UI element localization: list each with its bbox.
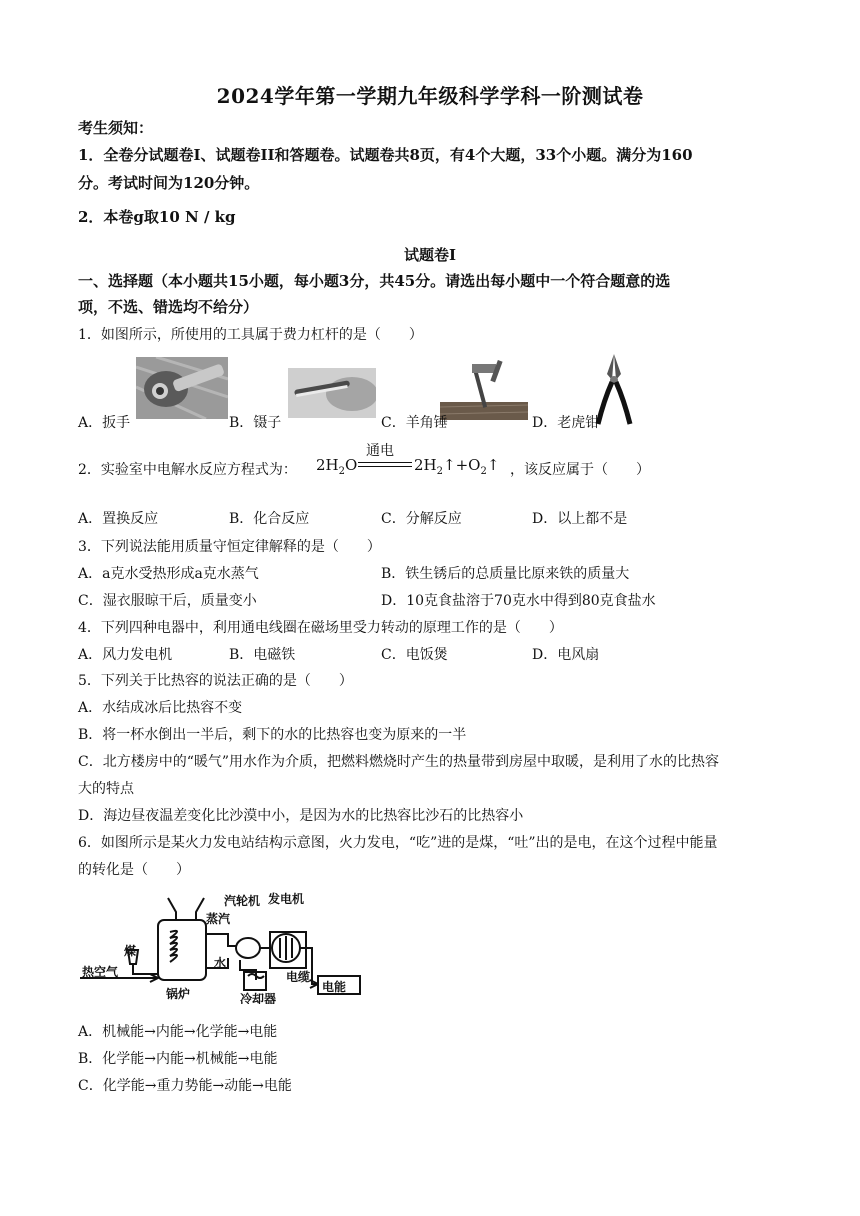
q3-stem: 3．下列说法能用质量守恒定律解释的是（ ） xyxy=(78,539,381,555)
q2-stem-suffix: ，该反应属于（ ） xyxy=(510,462,650,478)
q2-option-b: B．化合反应 xyxy=(229,511,310,527)
notice-item2: 2．本卷g取10 N / kg xyxy=(78,208,236,226)
q1-option-a: A．扳手 xyxy=(78,415,131,431)
power-plant-diagram xyxy=(80,888,362,1004)
diagram-label-hot-air: 热空气 xyxy=(82,965,119,979)
page-title: 2024学年第一学期九年级科学学科一阶测试卷 xyxy=(216,84,644,108)
q4-option-b: B．电磁铁 xyxy=(229,647,296,663)
q6-option-c: C．化学能→重力势能→动能→电能 xyxy=(78,1078,292,1094)
q4-option-c: C．电饭煲 xyxy=(381,647,448,663)
q6-stem-line2: 的转化是（ ） xyxy=(78,862,190,878)
diagram-label-generator: 发电机 xyxy=(268,892,305,906)
wrench-photo xyxy=(136,357,228,419)
part1-heading-line1: 一、选择题（本小题共15小题，每小题3分，共45分。请选出每小题中一个符合题意的选 xyxy=(78,272,671,290)
q3-option-b: B．铁生锈后的总质量比原来铁的质量大 xyxy=(381,566,630,582)
diagram-label-coal: 煤 xyxy=(124,944,137,958)
q3-option-d: D．10克食盐溶于70克水中得到80克食盐水 xyxy=(381,593,656,609)
claw-hammer-photo xyxy=(440,360,528,420)
q4-option-a: A．风力发电机 xyxy=(78,647,173,663)
diagram-label-water: 水 xyxy=(214,956,227,970)
notice-item1-line2: 分。考试时间为120分钟。 xyxy=(78,174,260,192)
q1-stem: 1．如图所示，所使用的工具属于费力杠杆的是（ ） xyxy=(78,327,423,343)
q2-option-d: D．以上都不是 xyxy=(532,511,628,527)
q5-stem: 5．下列关于比热容的说法正确的是（ ） xyxy=(78,673,353,689)
q6-option-b: B．化学能→内能→机械能→电能 xyxy=(78,1051,278,1067)
q5-option-c-line2: 大的特点 xyxy=(78,781,134,797)
q2-option-a: A．置换反应 xyxy=(78,511,159,527)
diagram-label-cooler: 冷却器 xyxy=(240,992,277,1004)
q6-option-a: A．机械能→内能→化学能→电能 xyxy=(78,1024,278,1040)
diagram-label-cable: 电缆 xyxy=(286,970,311,984)
q2-reaction-condition: 通电 xyxy=(366,443,394,459)
q2-equation-right: $2H_2↑+O_2↑$ xyxy=(414,456,500,477)
q5-option-d: D．海边昼夜温差变化比沙漠中小，是因为水的比热容比沙石的比热容小 xyxy=(78,808,524,824)
q1-option-b: B．镊子 xyxy=(229,415,282,431)
diagram-label-steam: 蒸汽 xyxy=(206,912,231,926)
q5-option-c-line1: C．北方楼房中的“暖气”用水作为介质，把燃料燃烧时产生的热量带到房屋中取暖，是利用了水的比热容 xyxy=(78,754,720,770)
notice-heading: 考生须知： xyxy=(78,119,154,137)
q1-option-c: C．羊角锤 xyxy=(381,415,448,431)
q1-option-d: D．老虎钳 xyxy=(532,415,600,431)
q4-option-d: D．电风扇 xyxy=(532,647,600,663)
q2-equals-line-bottom xyxy=(358,466,412,467)
q4-stem: 4．下列四种电器中，利用通电线圈在磁场里受力转动的原理工作的是（ ） xyxy=(78,620,563,636)
diagram-label-boiler: 锅炉 xyxy=(166,987,191,1001)
notice-item1-line1: 1．全卷分试题卷I、试题卷II和答题卷。试题卷共8页，有4个大题，33个小题。满分为160 xyxy=(78,146,693,164)
q3-option-a: A．a克水受热形成a克水蒸气 xyxy=(78,566,259,582)
q2-stem-prefix: 2．实验室中电解水反应方程式为： xyxy=(78,462,297,478)
diagram-label-turbine: 汽轮机 xyxy=(224,894,261,908)
q5-option-a: A．水结成冰后比热容不变 xyxy=(78,700,243,716)
part1-heading-line2: 项，不选、错选均不给分） xyxy=(78,298,259,316)
q5-option-b: B．将一杯水倒出一半后，剩下的水的比热容也变为原来的一半 xyxy=(78,727,467,743)
q2-equals-line-top xyxy=(358,462,412,463)
q6-stem-line1: 6．如图所示是某火力发电站结构示意图，火力发电，“吃”进的是煤，“吐”出的是电，在这个过程中能量 xyxy=(78,835,718,851)
section-label: 试题卷I xyxy=(403,246,457,264)
q3-option-c: C．湿衣服晾干后，质量变小 xyxy=(78,593,257,609)
diagram-label-electricity: 电能 xyxy=(322,980,347,994)
q2-option-c: C．分解反应 xyxy=(381,511,462,527)
q2-equation-left: $2H_2O$ xyxy=(316,456,358,477)
tweezers-photo xyxy=(288,368,376,418)
